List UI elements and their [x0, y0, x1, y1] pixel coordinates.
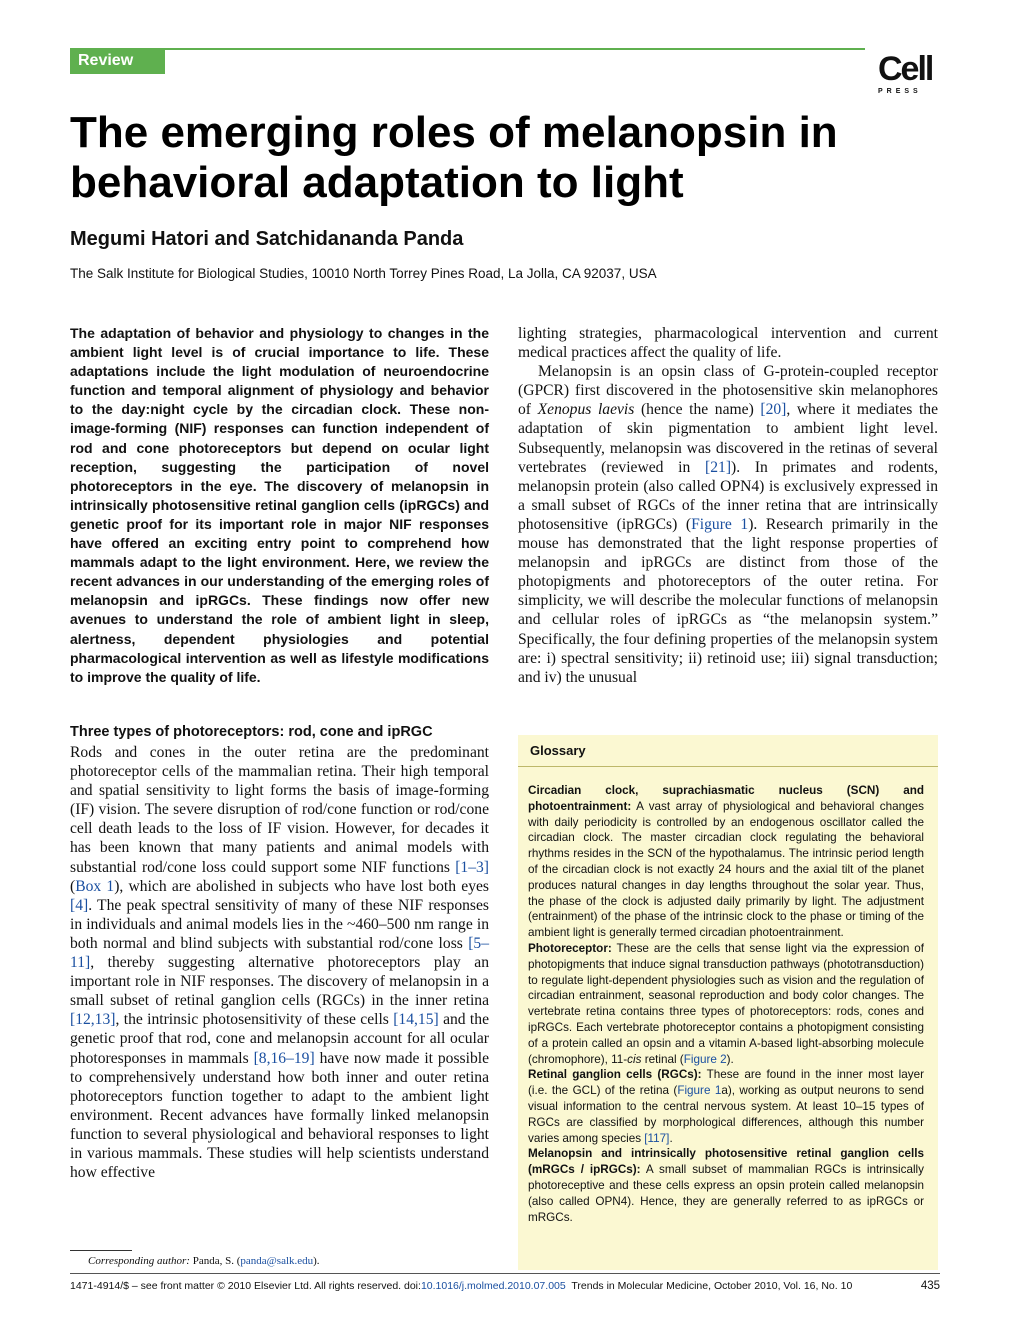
- citation-link[interactable]: [20]: [760, 401, 787, 419]
- text-run: have now made it possible to comprehensively understand how both inner and outer retina photoreceptors function together to adapt to the ambient light environment. Recent advances have formally linked melanopsin function to several physiological and behavioral responses to light in various mammals. These studies will help scientists understand how effective: [70, 1049, 489, 1182]
- glossary-header: [518, 735, 938, 767]
- footer-text: 1471-4914/$ – see front matter © 2010 Elsevier Ltd. All rights reserved. doi:: [70, 1280, 421, 1292]
- footer-rule: [70, 1273, 940, 1274]
- footnote-label: Corresponding author:: [88, 1255, 190, 1267]
- figure-link[interactable]: Figure 2: [683, 1052, 727, 1066]
- glossary-definition: These are found in the inner most layer (i.e. the GCL) of the retina (: [528, 1068, 924, 1098]
- text-run: , where it mediates the adaptation of skin pigmentation to ambient light level. Subsequently, melanopsin was discovered in the retinas of several vertebrates (reviewed in: [518, 401, 938, 476]
- text-run: and the genetic proof that rod, cone and melanopsin account for all ocular photoresponses in mammals: [70, 1011, 489, 1067]
- figure-link[interactable]: Figure 1: [677, 1084, 722, 1098]
- footer-citation: [70, 1280, 852, 1292]
- section-heading: Three types of photoreceptors: rod, cone and ipRGC: [70, 724, 433, 740]
- citation-link[interactable]: [1–3]: [455, 858, 489, 876]
- text-run: Melanopsin is an opsin class of G-protein-coupled receptor (GPCR) first discovered in the photosensitive skin melanophores of: [518, 363, 938, 419]
- section-banner: [70, 48, 940, 74]
- text-run: (hence the name): [634, 401, 761, 419]
- citation-link[interactable]: [12,13]: [70, 1011, 116, 1029]
- glossary-term: Retinal ganglion cells (RGCs):: [528, 1068, 702, 1082]
- glossary-definition: A vast array of physiological and behavioral changes with daily periodicity is controlled by an endogenous oscillator called the circadian clock. The master circadian clock regulating the behavioral rhythms resides in the SCN of the hypothalamus. The intrinsic period length of the circadian clock is not exactly 24 hours and the axial tilt of the planet produces natural changes in day lengths throughout the solar year. Thus, the phase of the clock is adjusted daily primarily by light. The adjustment (entrainment) of the phase of the intrinsic clock to the phase or timing of the ambient light is generally termed circadian photoentrainment.: [528, 799, 924, 940]
- section-tag: Review: [70, 48, 165, 74]
- citation-link[interactable]: [21]: [705, 458, 732, 476]
- paragraph: [518, 362, 938, 687]
- glossary-box: [518, 735, 938, 1270]
- article-title: The emerging roles of melanopsin in behavioral adaptation to light: [70, 108, 838, 207]
- italic-text: cis: [627, 1052, 642, 1066]
- text-run: ), which are abolished in subjects who have lost both eyes: [114, 877, 489, 895]
- text-run: Rods and cones in the outer retina are the predominant photoreceptor cells of the mammalian retina. Their high temporal and spatial sensitivity to light forms the basis of image-forming (IF) vision. The severe disruption of rod/cone function or rod/cone cell death leads to the loss of IF vision. However, for decades it has been known that many patients and animal models with substantial rod/cone loss could support some NIF functions: [70, 744, 489, 876]
- cell-press-logo: [878, 52, 940, 98]
- glossary-term: Photoreceptor:: [528, 941, 612, 955]
- text-run: . The peak spectral sensitivity of many of these NIF responses in individuals and animal models lies in the ~460–500 nm range in both normal and blind subjects with substantial rod/cone loss: [70, 896, 489, 952]
- glossary-title: Glossary: [530, 743, 586, 758]
- article-affiliation: The Salk Institute for Biological Studies, 10010 North Torrey Pines Road, La Jolla, CA 92037, USA: [70, 266, 657, 281]
- section-body-col1: [70, 743, 489, 1182]
- glossary-definition: retinal (: [641, 1052, 684, 1066]
- species-name: Xenopus laevis: [537, 401, 635, 419]
- footer-journal: Trends in Molecular Medicine, October 2010, Vol. 16, No. 10: [565, 1280, 853, 1292]
- glossary-entry: [528, 1067, 924, 1146]
- figure-link[interactable]: Figure 1: [691, 515, 749, 533]
- footnote-text: Panda, S. (: [189, 1255, 241, 1267]
- citation-link[interactable]: [117]: [644, 1131, 670, 1145]
- glossary-entry: [528, 1146, 924, 1225]
- footnote-text: ).: [313, 1255, 320, 1267]
- paragraph: lighting strategies, pharmacological intervention and current medical practices affect the quality of life.: [518, 325, 938, 362]
- text-run: ). In primates and rodents, melanopsin protein (also called OPN4) is exclusively expressed in a small subset of RGCs of the inner retina that are intrinsically photosensitive (ipRGCs) (: [518, 458, 938, 533]
- text-run: , the intrinsic photosensitivity of these cells: [115, 1011, 394, 1029]
- text-run: , thereby suggesting alternative photoreceptors play an important role in NIF responses. The discovery of melanopsin in a small subset of retinal ganglion cells (RGCs) in the inner retina: [70, 954, 489, 1010]
- banner-rule: [165, 48, 865, 50]
- body-col2: [518, 324, 938, 687]
- glossary-definition: ).: [726, 1052, 734, 1066]
- glossary-definition: .: [669, 1131, 673, 1145]
- abstract: The adaptation of behavior and physiology to changes in the ambient light level is of crucial importance to life. These adaptations include the light modulation of neuroendocrine function and temporal alignment of physiology and behavior to the day:night cycle by the circadian clock. These non-image-forming (NIF) responses can function independent of rod and cone photoreceptors but depend on ocular light reception, suggesting the participation of novel photoreceptors in the eye. The discovery of melanopsin in intrinsically photosensitive retinal ganglion cells (ipRGCs) and genetic proof for its important role in major NIF responses have offered an exciting entry point to comprehend how mammals adapt to the light environment. Here, we review the recent advances in our understanding of the emerging roles of melanopsin and ipRGCs. These findings now offer new avenues to understand the role of ambient light in sleep, alertness, dependent physiologies and potential pharmacological intervention as well as lifestyle modifications to improve the quality of life.: [70, 325, 489, 685]
- doi-link[interactable]: 10.1016/j.molmed.2010.07.005: [420, 1280, 566, 1292]
- email-link[interactable]: panda@salk.edu: [240, 1255, 314, 1267]
- logo-press: PRESS: [878, 88, 922, 95]
- logo-word: Cell: [878, 50, 933, 88]
- citation-link[interactable]: [4]: [70, 896, 89, 914]
- citation-link[interactable]: [5–11]: [70, 934, 489, 972]
- citation-link[interactable]: [14,15]: [393, 1011, 439, 1029]
- page-number: 435: [920, 1280, 940, 1292]
- text-run: (: [70, 877, 76, 895]
- article-authors: Megumi Hatori and Satchidananda Panda: [70, 228, 464, 250]
- glossary-definition: a), working as output neurons to send visual information to the central nervous system. At least 10–15 types of RGCs are classified by morphological differences, although this number varies among species: [528, 1084, 924, 1145]
- glossary-body: [528, 783, 924, 1225]
- glossary-term: Melanopsin and intrinsically photosensitive retinal ganglion cells (mRGCs / ipRGCs):: [528, 1147, 924, 1177]
- glossary-entry: [528, 783, 924, 941]
- glossary-entry: [528, 941, 924, 1067]
- glossary-term: Circadian clock, suprachiasmatic nucleus (SCN) and photoentrainment:: [528, 784, 924, 813]
- corresponding-author-note: [88, 1255, 320, 1267]
- text-run: ). Research primarily in the mouse has demonstrated that the light response properties of melanopsin and ipRGCs are distinct from those of the photopigments and photoreceptors of the outer retina. For simplicity, we will describe the molecular functions of melanopsin and cellular roles of ipRGCs as “the melanopsin system.” Specifically, the four defining properties of the melanopsin system are: i) spectral sensitivity; ii) retinoid use; iii) signal transduction; and iv) the unusual: [518, 515, 938, 686]
- glossary-definition: These are the cells that sense light via the expression of photopigments that induce signal transduction pathways (phototransduction) to regulate light-dependent physiologies such as vision and the regulation of circadian entrainment, seasonal reproduction and body color changes. The vertebrate retina contains three types of photoreceptors: rods, cones and ipRGCs. Each vertebrate photoreceptor contains a photopigment consisting of a protein called an opsin and a vitamin A-based light-absorbing molecule (chromophore), 11-: [528, 941, 924, 1066]
- footnote-rule: [70, 1250, 132, 1251]
- citation-link[interactable]: [8,16–19]: [253, 1049, 315, 1067]
- box-link[interactable]: Box 1: [75, 877, 115, 895]
- glossary-definition: A small subset of mammalian RGCs is intrinsically photoreceptive and these cells express an opsin protein called melanopsin (also called OPN4). Hence, they are generally referred to as ipRGCs or mRGCs.: [528, 1163, 924, 1224]
